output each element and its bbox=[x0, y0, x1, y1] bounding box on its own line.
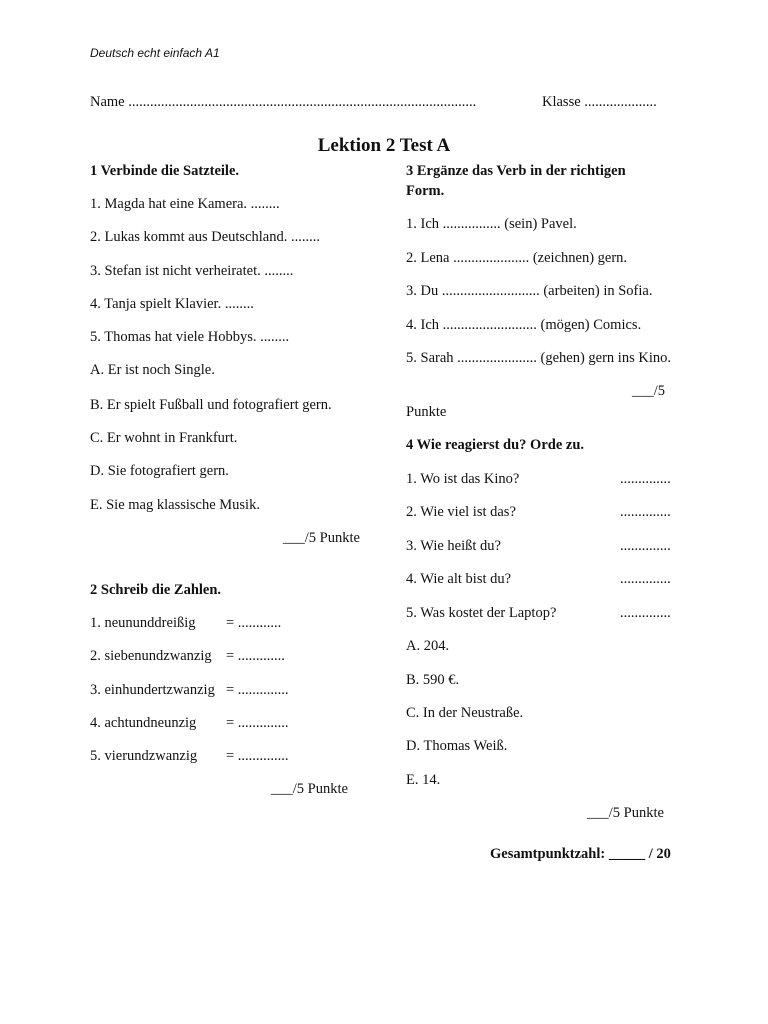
section4-blank: .............. bbox=[620, 571, 671, 587]
section4-question: 5. Was kostet der Laptop? bbox=[406, 605, 557, 621]
section1-option: A. Er ist noch Single. bbox=[90, 362, 215, 378]
name-field: Name ................................................................................................ bbox=[90, 94, 477, 110]
section4-option: B. 590 €. bbox=[406, 672, 460, 688]
klasse-field: Klasse .................... bbox=[542, 94, 657, 110]
section1-points: ___/5 Punkte bbox=[283, 530, 360, 546]
section3-points-label: Punkte bbox=[406, 404, 447, 420]
section4-blank: .............. bbox=[620, 471, 671, 487]
section3-heading: 3 Ergänze das Verb in der richtigen bbox=[406, 163, 626, 179]
section4-blank: .............. bbox=[620, 504, 671, 520]
section2-word: 4. achtundneunzig bbox=[90, 715, 197, 731]
section2-blank: = .............. bbox=[226, 715, 289, 731]
section3-item: 5. Sarah ...................... (gehen) gern ins Kino. bbox=[406, 350, 671, 366]
section2-blank: = .............. bbox=[226, 682, 289, 698]
section4-question: 4. Wie alt bist du? bbox=[406, 571, 512, 587]
section1-option: C. Er wohnt in Frankfurt. bbox=[90, 430, 238, 446]
section2-blank: = .............. bbox=[226, 748, 289, 764]
section2-word: 3. einhundertzwanzig bbox=[90, 682, 215, 698]
section4-blank: .............. bbox=[620, 605, 671, 621]
section1-item: 3. Stefan ist nicht verheiratet. ........ bbox=[90, 263, 294, 279]
section4-question: 2. Wie viel ist das? bbox=[406, 504, 516, 520]
section2-points: ___/5 Punkte bbox=[271, 781, 348, 797]
section4-question: 3. Wie heißt du? bbox=[406, 538, 501, 554]
section4-question: 1. Wo ist das Kino? bbox=[406, 471, 520, 487]
section4-option: C. In der Neustraße. bbox=[406, 705, 524, 721]
section1-heading: 1 Verbinde die Satzteile. bbox=[90, 163, 240, 179]
section1-item: 1. Magda hat eine Kamera. ........ bbox=[90, 196, 280, 212]
section2-word: 5. vierundzwanzig bbox=[90, 748, 198, 764]
section1-item: 4. Tanja spielt Klavier. ........ bbox=[90, 296, 254, 312]
section1-option: D. Sie fotografiert gern. bbox=[90, 463, 229, 479]
section1-option: B. Er spielt Fußball und fotografiert gern. bbox=[90, 397, 332, 413]
section2-word: 2. siebenundzwanzig bbox=[90, 648, 212, 664]
section4-option: E. 14. bbox=[406, 772, 441, 788]
section3-item: 1. Ich ................ (sein) Pavel. bbox=[406, 216, 577, 232]
section1-option: E. Sie mag klassische Musik. bbox=[90, 497, 260, 513]
section1-item: 5. Thomas hat viele Hobbys. ........ bbox=[90, 329, 290, 345]
total-score: Gesamtpunktzahl: _____ / 20 bbox=[490, 846, 671, 862]
section4-blank: .............. bbox=[620, 538, 671, 554]
section1-item: 2. Lukas kommt aus Deutschland. ........ bbox=[90, 229, 320, 245]
section4-points: ___/5 Punkte bbox=[587, 805, 664, 821]
section2-blank: = ............. bbox=[226, 648, 285, 664]
page-title: Lektion 2 Test A bbox=[317, 135, 451, 156]
document-header: Deutsch echt einfach A1 bbox=[90, 46, 220, 60]
section2-word: 1. neununddreißig bbox=[90, 615, 196, 631]
section4-option: D. Thomas Weiß. bbox=[406, 738, 508, 754]
section3-item: 2. Lena ..................... (zeichnen) gern. bbox=[406, 250, 628, 266]
section3-heading-cont: Form. bbox=[406, 183, 445, 199]
section2-heading: 2 Schreib die Zahlen. bbox=[90, 582, 222, 598]
section3-item: 4. Ich .......................... (mögen) Comics. bbox=[406, 317, 642, 333]
section3-points: ___/5 bbox=[632, 383, 666, 399]
section4-heading: 4 Wie reagierst du? Orde zu. bbox=[406, 437, 585, 453]
section3-item: 3. Du ........................... (arbeiten) in Sofia. bbox=[406, 283, 653, 299]
section2-blank: = ............ bbox=[226, 615, 282, 631]
section4-option: A. 204. bbox=[406, 638, 450, 654]
